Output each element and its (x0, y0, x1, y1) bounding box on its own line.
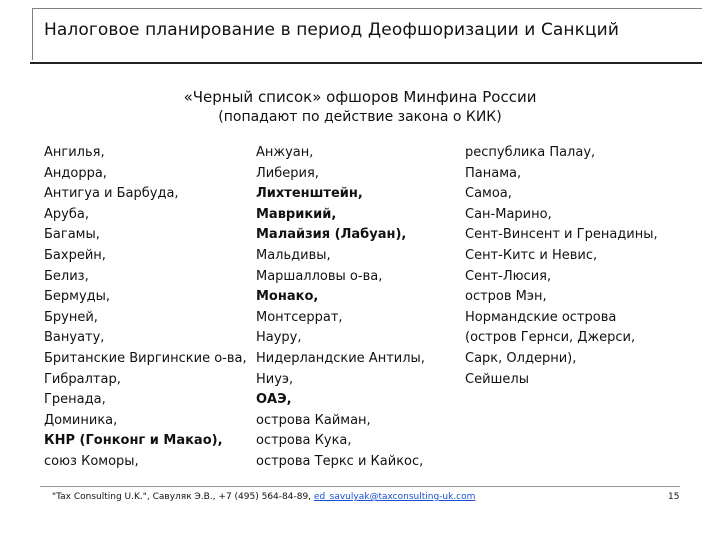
country-list-item: Андорра, (44, 165, 107, 181)
footer-email-link[interactable]: ed_savulyak@taxconsulting-uk.com (313, 492, 476, 502)
country-list-item: Малайзия (Лабуан), (256, 227, 407, 243)
country-list-item: острова Кука, (256, 433, 352, 449)
country-list-column-3 (465, 143, 658, 390)
country-list-item: Монтсеррат, (256, 309, 343, 325)
slide-note: (попадают по действие закона о КИК) (218, 109, 502, 125)
country-list-item: Лихтенштейн, (256, 186, 363, 202)
country-list-item: Сент-Винсент и Гренадины, (465, 227, 658, 243)
country-list-item: Бахрейн, (44, 247, 106, 263)
country-list-item: союз Коморы, (44, 453, 139, 469)
country-list-item: Сейшелы (465, 371, 529, 387)
country-list-item: Белиз, (44, 268, 89, 284)
slide-title: Налоговое планирование в период Деофшоризации и Санкций (44, 20, 619, 40)
footer-text: "Tax Consulting U.K.", Савуляк Э.В., +7 (495) 564-84-89, (52, 492, 314, 502)
country-list-item: остров Мэн, (465, 289, 547, 305)
country-list-item: Бермуды, (44, 289, 111, 305)
page-number: 15 (668, 492, 680, 502)
frame-left-line (32, 8, 33, 60)
country-list-item: Сент-Китс и Невис, (465, 247, 598, 263)
country-list-item: Науру, (256, 330, 302, 346)
country-list-item: Нидерландские Антилы, (256, 350, 425, 366)
country-list-column-1 (44, 143, 247, 473)
country-list-item: Гибралтар, (44, 371, 121, 387)
slide-subtitle: «Черный список» офшоров Минфина России (183, 88, 537, 106)
country-list-item: ОАЭ, (256, 392, 292, 408)
country-list-item: (остров Гернси, Джерси, (465, 330, 636, 346)
country-list-item: Сан-Марино, (465, 206, 552, 222)
title-rule (30, 62, 702, 64)
country-list-item: Ангилья, (44, 145, 105, 160)
country-list-item: острова Кайман, (256, 412, 371, 428)
country-list-item: Гренада, (44, 392, 106, 408)
country-list-item: Ниуэ, (256, 371, 294, 387)
country-list-item: Маврикий, (256, 206, 337, 222)
frame-top-line (32, 8, 702, 9)
country-list-item: Антигуа и Барбуда, (44, 186, 179, 202)
country-list-item: КНР (Гонконг и Макао), (44, 433, 223, 449)
country-list-item: Самоа, (465, 186, 512, 202)
country-list-item: Багамы, (44, 227, 100, 243)
footer (52, 492, 475, 502)
country-list-item: республика Палау, (465, 145, 596, 160)
country-list-item: Мальдивы, (256, 247, 331, 263)
country-list-item: Сарк, Олдерни), (465, 350, 577, 366)
country-list-item: Анжуан, (256, 145, 314, 160)
country-list-item: Вануату, (44, 330, 105, 346)
country-list-item: Сент-Люсия, (465, 268, 552, 284)
country-list-item: Доминика, (44, 412, 118, 428)
country-list-item: Панама, (465, 165, 522, 181)
country-list-column-2 (256, 143, 425, 473)
footer-rule (40, 486, 680, 487)
country-list-item: Британские Виргинские о-ва, (44, 350, 247, 366)
country-list-item: Либерия, (256, 165, 319, 181)
country-list-item: Монако, (256, 289, 319, 305)
country-list-item: Маршалловы о-ва, (256, 268, 383, 284)
country-list-item: Бруней, (44, 309, 98, 325)
country-list-item: Аруба, (44, 206, 89, 222)
country-list-item: Нормандские острова (465, 309, 617, 325)
country-list-item: острова Теркс и Кайкос, (256, 453, 424, 469)
